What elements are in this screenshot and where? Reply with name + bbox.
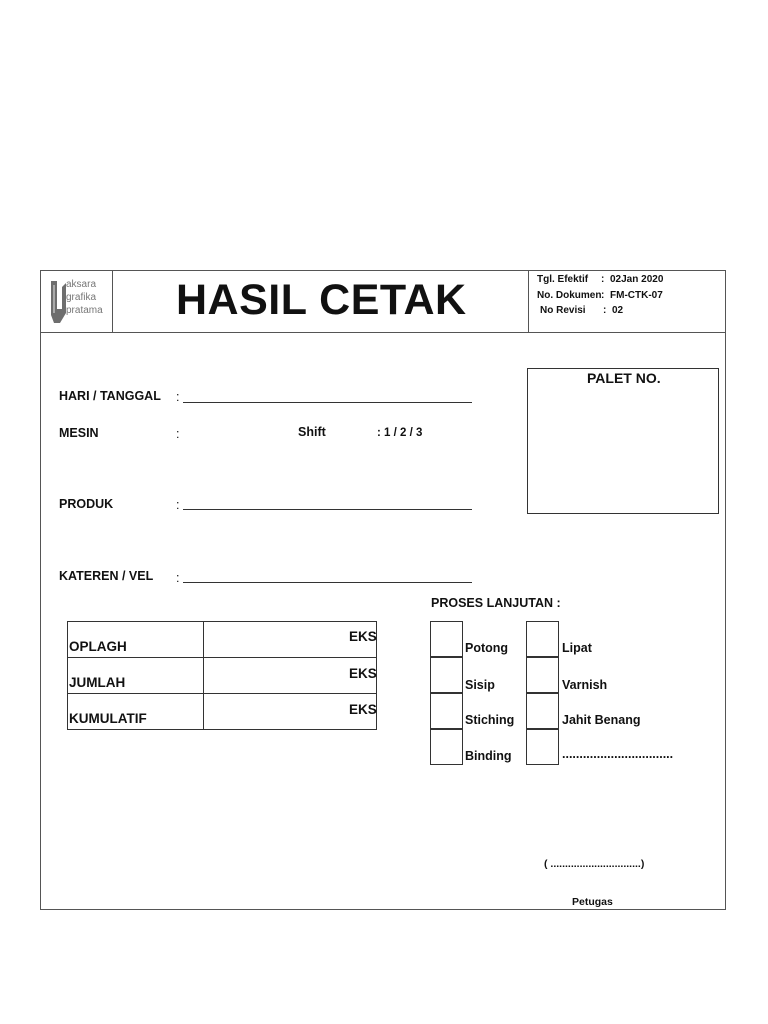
logo-divider	[112, 270, 113, 332]
shift-label: Shift	[298, 425, 326, 439]
meta-revision-label: No Revisi	[540, 305, 586, 316]
kateren-label: KATEREN / VEL	[59, 569, 154, 583]
process-label: Varnish	[562, 678, 608, 692]
form-title: HASIL CETAK	[176, 276, 467, 324]
oplagh-value-cell[interactable]	[204, 622, 348, 656]
meta-divider	[528, 270, 529, 332]
jahit-benang-checkbox[interactable]	[526, 693, 559, 729]
meta-document-sep: :	[601, 290, 605, 301]
produk-input-line[interactable]	[183, 509, 472, 510]
meta-revision-value: 02	[612, 305, 624, 316]
process-label: Binding	[465, 749, 512, 763]
table-row-label: KUMULATIF	[69, 711, 147, 726]
table-row-label: JUMLAH	[69, 675, 126, 690]
logo-text-line: aksara	[66, 279, 97, 290]
stiching-checkbox[interactable]	[430, 693, 463, 729]
binding-checkbox[interactable]	[430, 729, 463, 765]
mesin-label: MESIN	[59, 426, 99, 440]
produk-label: PRODUK	[59, 497, 114, 511]
signature-role: Petugas	[572, 896, 613, 908]
logo-text-line: pratama	[66, 305, 103, 316]
header-divider	[40, 332, 726, 333]
sisip-checkbox[interactable]	[430, 657, 463, 693]
meta-effective-label: Tgl. Efektif	[537, 274, 589, 285]
process-label: Jahit Benang	[562, 713, 641, 727]
proses-title: PROSES LANJUTAN :	[431, 596, 561, 610]
meta-revision-sep: :	[603, 305, 607, 316]
table-row-label: OPLAGH	[69, 639, 127, 654]
kumulatif-value-cell[interactable]	[204, 694, 348, 729]
meta-document-value: FM-CTK-07	[610, 290, 663, 301]
form-frame	[40, 270, 726, 910]
table-row-unit: EKS	[349, 666, 377, 681]
kateren-input-line[interactable]	[183, 582, 472, 583]
meta-effective-value: 02Jan 2020	[610, 274, 664, 285]
potong-checkbox[interactable]	[430, 621, 463, 657]
kateren-colon: :	[176, 571, 180, 585]
produk-colon: :	[176, 498, 180, 512]
palet-label: PALET NO.	[587, 370, 661, 386]
other-process-line[interactable]: ................................	[562, 747, 674, 761]
hari-tanggal-input-line[interactable]	[183, 402, 472, 403]
hari-tanggal-label: HARI / TANGGAL	[59, 389, 161, 403]
process-label: Stiching	[465, 713, 515, 727]
process-label: Sisip	[465, 678, 495, 692]
table-row-unit: EKS	[349, 702, 377, 717]
process-label: Lipat	[562, 641, 592, 655]
mesin-colon: :	[176, 427, 180, 441]
process-label: Potong	[465, 641, 509, 655]
jumlah-value-cell[interactable]	[204, 658, 348, 692]
table-row-unit: EKS	[349, 629, 377, 644]
meta-document-label: No. Dokumen	[537, 290, 602, 301]
meta-effective-sep: :	[601, 274, 605, 285]
other-process-checkbox[interactable]	[526, 729, 559, 765]
hari-tanggal-colon: :	[176, 390, 180, 404]
signature-line[interactable]: ( ...............................)	[544, 858, 645, 870]
shift-options[interactable]: : 1 / 2 / 3	[377, 427, 423, 439]
palet-box[interactable]	[527, 368, 719, 514]
logo-text-line: grafika	[66, 292, 97, 303]
varnish-checkbox[interactable]	[526, 657, 559, 693]
company-logo	[46, 276, 110, 328]
logo-emblem-icon	[48, 279, 68, 325]
lipat-checkbox[interactable]	[526, 621, 559, 657]
